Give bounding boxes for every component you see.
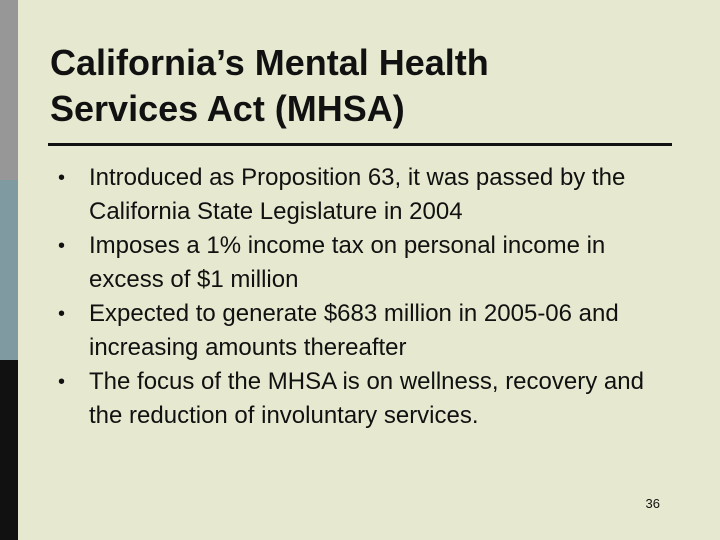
bullet-item [58, 297, 678, 365]
slide-title [50, 40, 690, 132]
bullet-text: Imposes a 1% income tax on personal income in excess of $1 million [89, 232, 606, 293]
sidebar-accent-bottom [0, 360, 18, 540]
bullet-icon: • [58, 371, 66, 393]
bullet-icon: • [58, 167, 66, 189]
sidebar-accent-top [0, 0, 18, 180]
bullet-item [58, 161, 678, 229]
title-divider [48, 143, 672, 146]
bullet-text: The focus of the MHSA is on wellness, recovery and the reduction of involuntary services. [89, 368, 644, 429]
sidebar-accent-middle [0, 180, 18, 360]
slide-title-line-1: California’s Mental Health [50, 42, 489, 83]
bullet-text: Expected to generate $683 million in 2005-06 and increasing amounts thereafter [89, 300, 619, 361]
slide-title-line-2: Services Act (MHSA) [50, 88, 405, 129]
bullet-list [58, 161, 678, 433]
bullet-text: Introduced as Proposition 63, it was passed by the California State Legislature in 2004 [89, 164, 626, 225]
slide-number: 36 [645, 496, 660, 511]
bullet-item [58, 229, 678, 297]
bullet-item [58, 365, 678, 433]
bullet-icon: • [58, 303, 66, 325]
bullet-icon: • [58, 235, 66, 257]
